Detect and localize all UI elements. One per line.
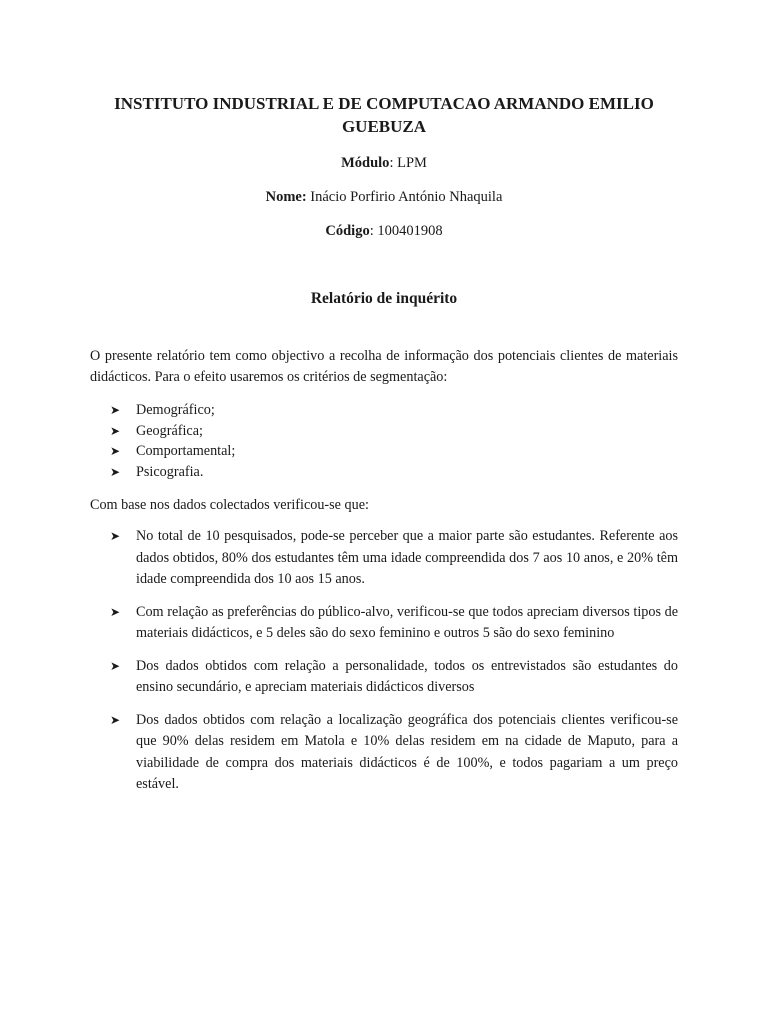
criterion-text: Demográfico;: [136, 402, 215, 418]
name-line: [90, 188, 678, 206]
segmentation-criteria-list: [110, 400, 670, 482]
name-label: Nome:: [265, 189, 307, 205]
list-item: [110, 710, 678, 796]
institution-name: INSTITUTO INDUSTRIAL E DE COMPUTACAO ARMANDO EMILIO GUEBUZA: [114, 94, 654, 136]
list-item: [110, 421, 670, 442]
list-item: [110, 602, 678, 645]
finding-text: Com relação as preferências do público-alvo, verificou-se que todos apreciam diversos tipos de materiais didácticos, e 5 deles são do sexo feminino e outros 5 são do sexo feminino: [136, 603, 678, 641]
module-value: : LPM: [389, 155, 427, 171]
module-label: Módulo: [341, 155, 390, 171]
arrowhead-bullet-icon: ➤: [110, 423, 121, 438]
list-item: [110, 441, 670, 462]
code-value: : 100401908: [369, 223, 443, 239]
arrowhead-bullet-icon: ➤: [110, 604, 121, 619]
name-value: Inácio Porfirio António Nhaquila: [306, 189, 503, 205]
module-line: [90, 154, 678, 172]
criterion-text: Comportamental;: [136, 443, 236, 459]
arrowhead-bullet-icon: ➤: [110, 444, 121, 458]
finding-text: No total de 10 pesquisados, pode-se perceber que a maior parte são estudantes. Referente aos dados obtidos, 80% dos estudantes têm uma idade compreendida dos 7 aos 10 anos, e 20% têm idade compreendida dos 10 aos 15 anos.: [136, 528, 678, 587]
criterion-text: Geográfica;: [136, 422, 203, 439]
arrowhead-bullet-icon: ➤: [110, 529, 121, 543]
intro-paragraph: O presente relatório tem como objectivo a recolha de informação dos potenciais clientes de materiais didácticos. Para o efeito usaremos os critérios de segmentação:: [90, 348, 678, 385]
code-label: Código: [325, 223, 370, 239]
arrowhead-bullet-icon: ➤: [110, 464, 121, 479]
report-title: Relatório de inquérito: [310, 290, 458, 307]
list-item: [110, 526, 678, 591]
list-item: [110, 462, 670, 483]
findings-list: [110, 526, 678, 807]
document-header: [90, 92, 678, 138]
finding-text: Dos dados obtidos com relação a personalidade, todos os entrevistados são estudantes do ensino secundário, e apreciam materiais didácticos diversos: [136, 657, 678, 695]
finding-text: Dos dados obtidos com relação a localização geográfica dos potenciais clientes verificou-se que 90% delas residem em Matola e 10% delas residem em na cidade de Maputo, para a viabilidade de compra dos materiais didácticos é de 100%, e todos pagariam a um preço estável.: [136, 711, 678, 792]
arrowhead-bullet-icon: ➤: [110, 658, 121, 673]
list-item: [110, 400, 670, 421]
arrowhead-bullet-icon: ➤: [110, 403, 121, 417]
list-item: [110, 656, 678, 699]
criterion-text: Psicografia.: [136, 463, 204, 480]
code-line: [90, 222, 678, 240]
findings-intro: Com base nos dados colectados verificou-se que:: [90, 497, 369, 513]
arrowhead-bullet-icon: ➤: [110, 712, 121, 727]
